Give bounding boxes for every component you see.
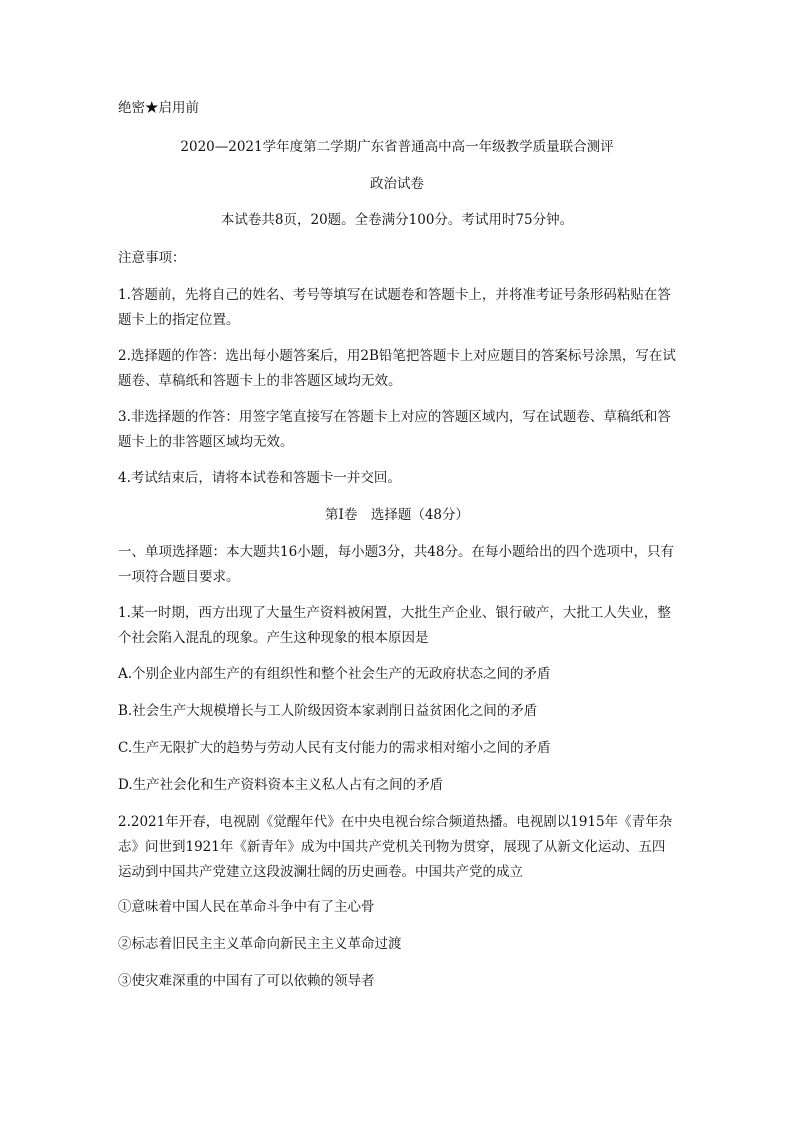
question-2-item-2: ②标志着旧民主主义革命向新民主主义革命过渡 <box>118 936 402 952</box>
note-text: 2.选择题的作答：选出每小题答案后，用2B铅笔把答题卡上对应题目的答案标号涂黑，写在试题卷、草稿纸和答题卡上的非答题区域均无效。 <box>118 348 676 389</box>
part1-instructions: 一、单项选择题：本大题共16小题，每小题3分，共48分。在每小题给出的四个选项中，只有一项符合题目要求。 <box>118 544 674 585</box>
question-1-option-c: C.生产无限扩大的趋势与劳动人民有支付能力的需求相对缩小之间的矛盾 <box>118 740 551 756</box>
question-2-stem: 2.2021年开春，电视剧《觉醒年代》在中央电视台综合频道热播。电视剧以1915年《青年杂志》问世到1921年《新青年》成为中国共产党机关刊物为贯穿，展现了从新文化运动、五四运动到中国共产党建立这段波澜壮阔的历史画卷。中国共产党的成立 <box>118 814 673 880</box>
subject-title: 政治试卷 <box>370 176 424 192</box>
note-item-4: 4.考试结束后，请将本试卷和答题卡一并交回。 <box>118 470 401 486</box>
question-1-option-b: B.社会生产大规模增长与工人阶级因资本家剥削日益贫困化之间的矛盾 <box>118 703 538 719</box>
question-1-option-d: D.生产社会化和生产资料资本主义私人占有之间的矛盾 <box>118 777 444 793</box>
exam-title: 2020—2021学年度第二学期广东省普通高中高一年级教学质量联合测评 <box>180 139 614 155</box>
question-1-option-a: A.个别企业内部生产的有组织性和整个社会生产的无政府状态之间的矛盾 <box>118 666 551 682</box>
exam-summary: 本试卷共8页，20题。全卷满分100分。考试用时75分钟。 <box>220 212 574 228</box>
question-2-item-1: ①意味着中国人民在革命斗争中有了主心骨 <box>118 899 375 915</box>
confidential-label: 绝密★启用前 <box>118 100 199 116</box>
question-1-stem: 1.某一时期，西方出现了大量生产资料被闲置，大批生产企业、银行破产，大批工人失业，整个社会陷入混乱的现象。产生这种现象的根本原因是 <box>118 605 671 646</box>
question-2-item-3: ③使灾难深重的中国有了可以依赖的领导者 <box>118 973 375 989</box>
notes-heading: 注意事项： <box>118 250 186 266</box>
part1-title: 第Ⅰ卷 选择题（48分） <box>324 507 469 523</box>
note-item-2 <box>118 344 678 394</box>
note-text: 1.答题前，先将自己的姓名、考号等填写在试题卷和答题卡上，并将准考证号条形码粘贴在答题卡上的指定位置。 <box>118 287 671 328</box>
note-item-1 <box>118 283 678 333</box>
note-item-3 <box>118 405 678 455</box>
note-text: 3.非选择题的作答：用签字笔直接写在答题卡上对应的答题区域内，写在试题卷、草稿纸和答题卡上的非答题区域均无效。 <box>118 409 671 450</box>
